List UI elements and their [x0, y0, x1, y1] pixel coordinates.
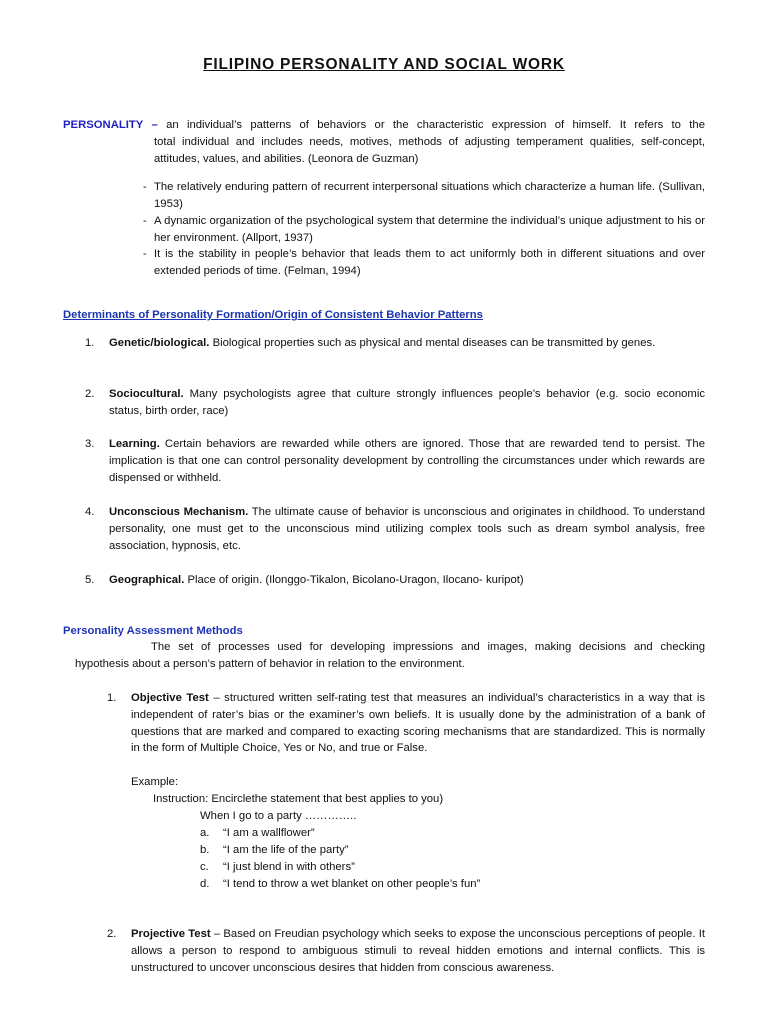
option-letter: b.	[200, 844, 210, 856]
bullet-dash: -	[143, 215, 147, 227]
item-text: – Based on Freudian psychology which seeks to expose the unconscious perceptions of people. It allows a person to respond to ambiguous stimuli to reveal hidden emotions and internal conflicts. This is unstructured to uncover unconscious desires that hidden from conscious awareness.	[131, 928, 705, 974]
option-letter: a.	[200, 827, 210, 839]
item-term: Learning.	[109, 438, 160, 450]
item-number: 2.	[85, 388, 95, 400]
example-instruction: Instruction: Encirclethe statement that best applies to you)	[153, 793, 444, 805]
personality-term: PERSONALITY –	[63, 119, 158, 131]
personality-bullet	[143, 179, 705, 213]
option-letter: c.	[200, 861, 209, 873]
assessment-item	[107, 926, 705, 976]
item-number: 2.	[107, 928, 117, 940]
example-option	[200, 859, 355, 876]
assessment-intro-line1: The set of processes used for developing impressions and images, making decisions and checking	[151, 641, 705, 653]
item-term: Geographical.	[109, 574, 185, 586]
option-text: “I am a wallflower”	[223, 827, 315, 839]
item-number: 4.	[85, 506, 95, 518]
item-number: 3.	[85, 438, 95, 450]
example-option	[200, 876, 480, 893]
option-text: “I tend to throw a wet blanket on other people’s fun”	[223, 878, 481, 890]
bullet-text: The relatively enduring pattern of recurrent interpersonal situations which characterize a human life. (Sullivan, 1953)	[154, 181, 705, 210]
option-text: “I just blend in with others”	[223, 861, 355, 873]
item-term: Projective Test	[131, 928, 211, 940]
personality-definition-line1: an individual’s patterns of behaviors or the characteristic expression of himself. It refers to the	[166, 119, 705, 131]
document-title: FILIPINO PERSONALITY AND SOCIAL WORK	[203, 56, 565, 73]
item-number: 5.	[85, 574, 95, 586]
item-term: Sociocultural.	[109, 388, 184, 400]
item-text: Many psychologists agree that culture strongly influences people’s behavior (e.g. socio economic status, birth order, race)	[109, 388, 705, 417]
determinant-item	[85, 335, 705, 352]
example-option	[200, 842, 349, 859]
personality-definition	[63, 117, 705, 167]
bullet-text: It is the stability in people’s behavior that leads them to act uniformly both in different situations and over extended periods of time. (Felman, 1994)	[154, 248, 705, 277]
bullet-text: A dynamic organization of the psychological system that determine the individual’s unique adjustment to his or her environment. (Allport, 1937)	[154, 215, 705, 244]
assessment-intro	[75, 639, 705, 673]
item-term: Unconscious Mechanism.	[109, 506, 249, 518]
determinant-item	[85, 572, 705, 589]
item-term: Genetic/biological.	[109, 337, 210, 349]
item-text: Place of origin. (Ilonggo-Tikalon, Bicolano-Uragon, Ilocano- kuripot)	[184, 574, 524, 586]
item-text: Biological properties such as physical and mental diseases can be transmitted by genes.	[209, 337, 656, 349]
personality-definition-rest: total individual and includes needs, motives, methods of adjusting temperament qualities, self-concept, attitudes, values, and abilities. (Leonora de Guzman)	[154, 135, 705, 165]
item-number: 1.	[85, 337, 95, 349]
personality-bullet	[143, 213, 705, 247]
item-text: – structured written self-rating test that measures an individual’s characteristics in a way that is independent of rater’s bias or the examiner’s own beliefs. It is usually done by the administration of a bank of questions that are marked and compared to exacting scoring mechanisms that are standardized. This is normally in the form of Multiple Choice, Yes or No, and true or False.	[131, 692, 705, 755]
determinant-item	[85, 504, 705, 554]
item-number: 1.	[107, 692, 117, 704]
determinants-heading[interactable]: Determinants of Personality Formation/Origin of Consistent Behavior Patterns	[63, 309, 483, 321]
item-text: Certain behaviors are rewarded while others are ignored. Those that are rewarded tend to persist. The implication is that one can control personality development by controlling the circumstances under which rewards are dispensed or withheld.	[109, 438, 705, 484]
item-term: Objective Test	[131, 692, 209, 704]
assessment-heading: Personality Assessment Methods	[63, 625, 243, 637]
option-text: “I am the life of the party”	[223, 844, 349, 856]
bullet-dash: -	[143, 248, 147, 260]
bullet-dash: -	[143, 181, 147, 193]
example-prompt: When I go to a party …………..	[200, 810, 357, 822]
option-letter: d.	[200, 878, 210, 890]
assessment-intro-line2: hypothesis about a person’s pattern of behavior in relation to the environment.	[75, 657, 465, 670]
personality-bullet	[143, 246, 705, 280]
example-label: Example:	[131, 776, 179, 788]
assessment-item	[107, 690, 705, 757]
determinant-item	[85, 386, 705, 420]
example-option	[200, 825, 315, 842]
item-text: The ultimate cause of behavior is unconscious and originates in childhood. To understand personality, one must get to the unconscious mind utilizing complex tools such as dream symbol analysis, free association, hypnosis, etc.	[109, 506, 705, 552]
determinant-item	[85, 436, 705, 486]
